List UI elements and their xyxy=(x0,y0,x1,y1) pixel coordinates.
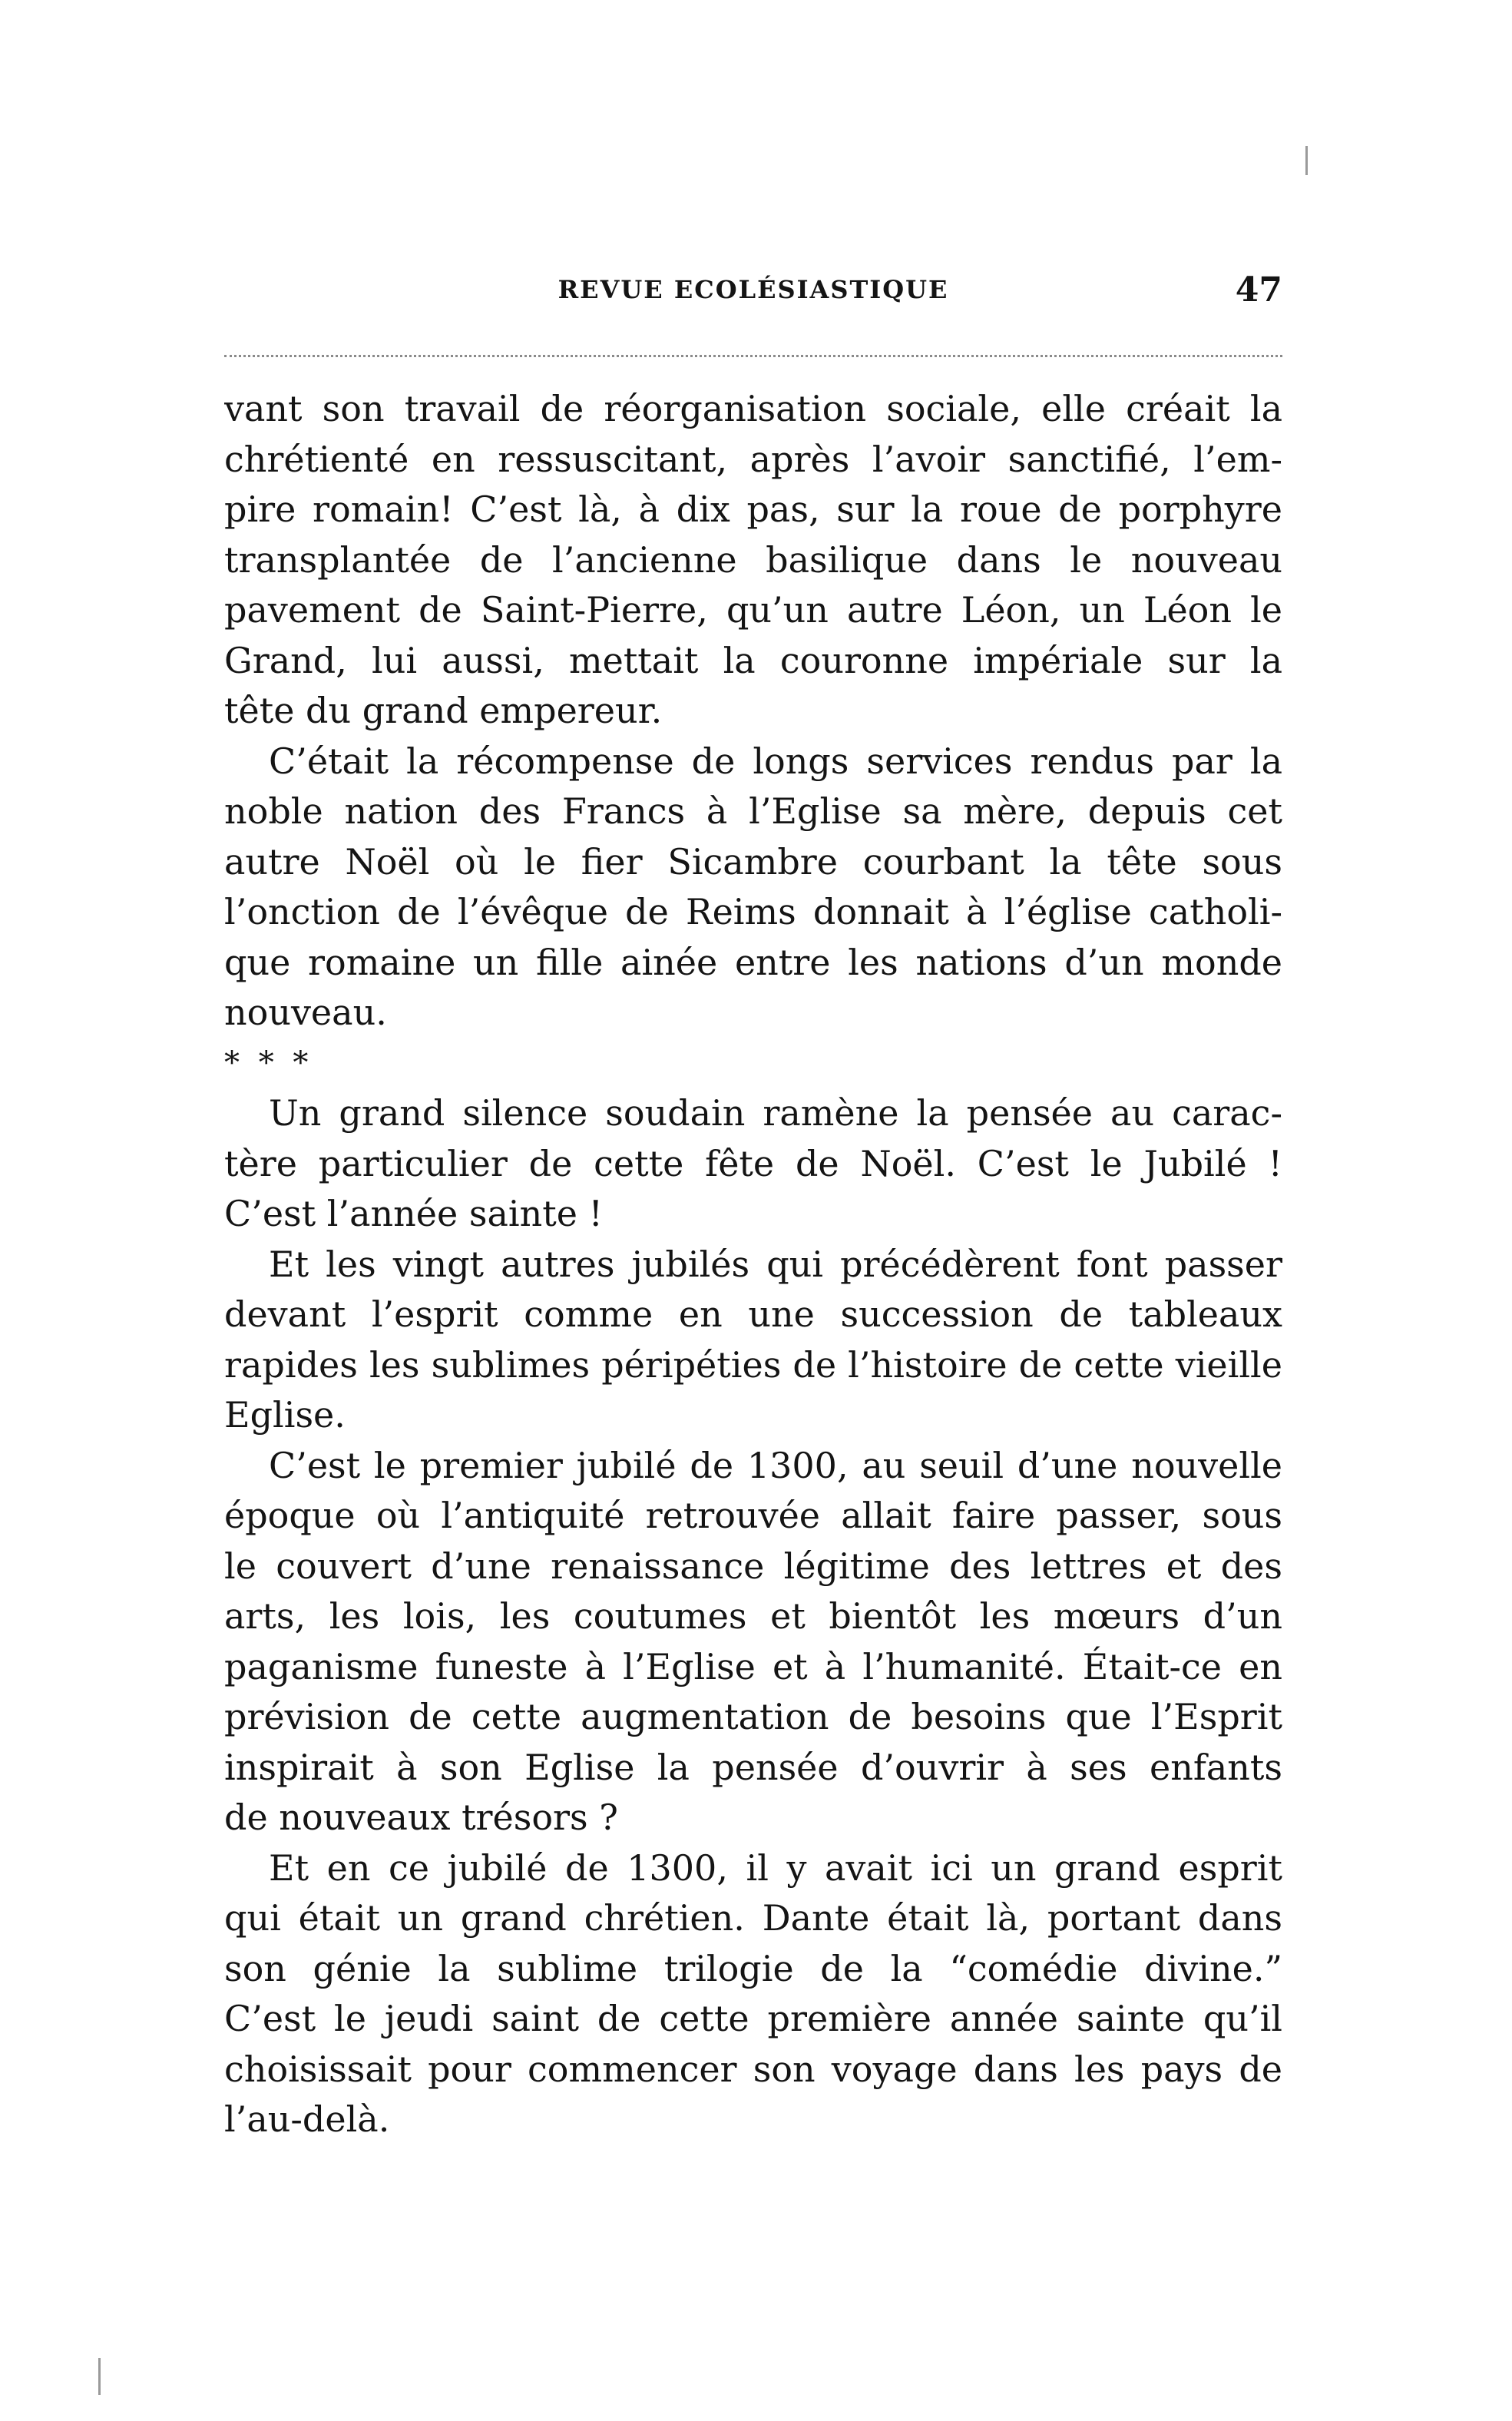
text-line: Eglise. xyxy=(224,1394,346,1436)
running-title: REVUE ECOLÉSIASTIQUE xyxy=(557,275,949,304)
text-line: nouveau. xyxy=(224,992,387,1033)
text-line: noble nation des Francs à l’Eglise sa mère, depuis cet xyxy=(224,790,1282,832)
text-line: Et en ce jubilé de 1300, il y avait ici un grand esprit xyxy=(269,1846,1282,1889)
text-line: C’est le jeudi saint de cette première année sainte qu’il xyxy=(224,1998,1282,2039)
margin-mark xyxy=(98,2358,101,2395)
text-line: inspirait à son Eglise la pensée d’ouvrir à ses enfants xyxy=(224,1746,1282,1788)
text-line: arts, les lois, les coutumes et bientôt les mœurs d’un xyxy=(224,1595,1282,1637)
text-line: choisissait pour commencer son voyage dans les pays de xyxy=(224,2048,1282,2090)
text-line: le couvert d’une renaissance légitime des lettres et des xyxy=(224,1545,1282,1587)
header-rule xyxy=(224,355,1282,357)
text-line: l’au-delà. xyxy=(224,2098,390,2140)
text-line: de nouveaux trésors ? xyxy=(224,1797,618,1838)
text-line: devant l’esprit comme en une succession de tableaux xyxy=(224,1293,1282,1335)
text-line: transplantée de l’ancienne basilique dans le nouveau xyxy=(224,538,1282,581)
text-line: tère particulier de cette fête de Noël. C’est le Jubilé ! xyxy=(224,1142,1282,1184)
text-line: Un grand silence soudain ramène la pensée au carac- xyxy=(269,1092,1282,1134)
text-line: qui était un grand chrétien. Dante était là, portant dans xyxy=(224,1897,1282,1939)
page-number: 47 xyxy=(1235,270,1282,310)
text-line: son génie la sublime trilogie de la “comédie divine.” xyxy=(224,1947,1282,1989)
text-line: Et les vingt autres jubilés qui précédèrent font passer xyxy=(269,1243,1282,1285)
text-line: prévision de cette augmentation de besoins que l’Esprit xyxy=(224,1696,1282,1737)
text-line: vant son travail de réorganisation sociale, elle créait la xyxy=(224,388,1282,429)
text-line: pavement de Saint-Pierre, qu’un autre Léon, un Léon le xyxy=(224,589,1282,631)
text-line: époque où l’antiquité retrouvée allait faire passer, sous xyxy=(224,1495,1282,1536)
text-line: C’est l’année sainte ! xyxy=(224,1193,604,1234)
text-line: tête du grand empereur. xyxy=(224,690,663,731)
running-head xyxy=(224,270,1282,321)
text-line: autre Noël où le fier Sicambre courbant la tête sous xyxy=(224,840,1282,883)
text-line: l’onction de l’évêque de Reims donnait à l’église catholi- xyxy=(224,891,1282,932)
text-line: chrétienté en ressuscitant, après l’avoir sanctifié, l’em- xyxy=(224,438,1282,480)
text-line: pire romain! C’est là, à dix pas, sur la roue de porphyre xyxy=(224,489,1282,530)
body-text xyxy=(224,384,1282,2145)
text-line: paganisme funeste à l’Eglise et à l’humanité. Était-ce en xyxy=(224,1645,1282,1687)
text-line: que romaine un fille ainée entre les nations d’un monde xyxy=(224,941,1282,983)
text-line: C’est le premier jubilé de 1300, au seuil d’une nouvelle xyxy=(269,1444,1282,1486)
section-break: * * * xyxy=(224,1045,313,1081)
text-line: rapides les sublimes péripéties de l’histoire de cette vieille xyxy=(224,1343,1282,1386)
margin-mark xyxy=(1305,146,1308,175)
text-line: Grand, lui aussi, mettait la couronne impériale sur la xyxy=(224,639,1282,681)
text-line: C’était la récompense de longs services rendus par la xyxy=(269,740,1282,782)
